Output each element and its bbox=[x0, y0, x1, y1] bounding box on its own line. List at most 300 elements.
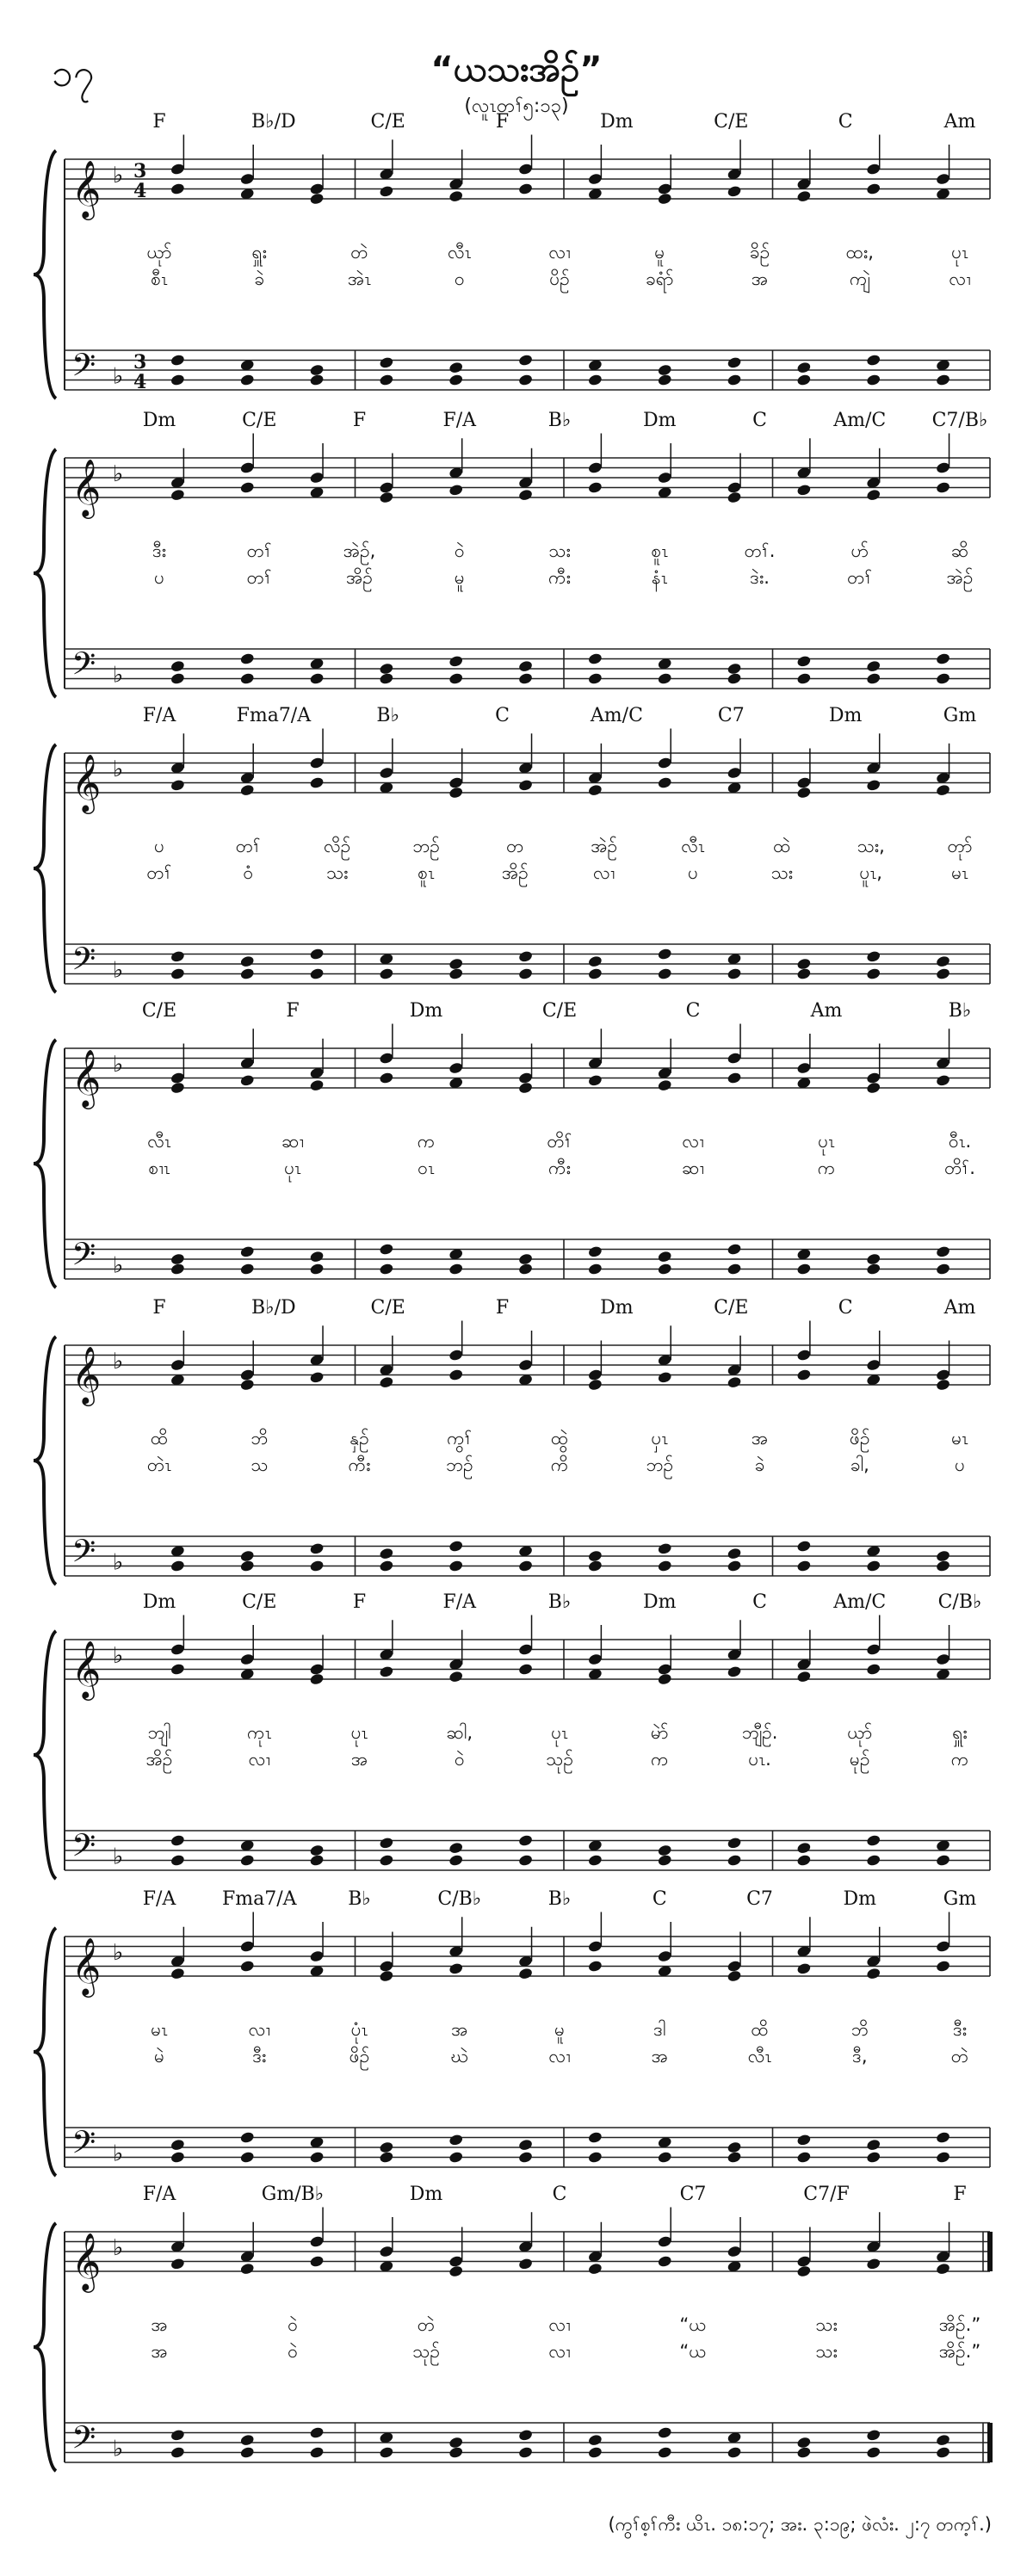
note-head bbox=[657, 2446, 672, 2459]
key-flat-icon: ♭ bbox=[113, 2436, 124, 2462]
note-head bbox=[796, 1540, 812, 1553]
lyric-verse-2: က bbox=[650, 1749, 669, 1770]
lyric-verse-2: အိဉ်.” bbox=[938, 2341, 981, 2362]
note-head bbox=[448, 2446, 464, 2459]
lyric-verse-2: ဆၢ bbox=[682, 1158, 704, 1178]
note-head bbox=[866, 1560, 881, 1572]
note-head bbox=[796, 1263, 812, 1276]
lyric-verse-1: ယုာ် bbox=[847, 1722, 873, 1743]
lyric-verse-2: တၢ် bbox=[246, 567, 272, 588]
chord-symbol: Dm bbox=[142, 410, 176, 431]
note-head bbox=[170, 354, 185, 367]
note-head bbox=[309, 2426, 325, 2439]
key-flat-icon: ♭ bbox=[113, 2235, 124, 2261]
note-head bbox=[170, 2151, 185, 2164]
note-head bbox=[866, 1252, 881, 1265]
note-head bbox=[587, 2433, 603, 2446]
note-head bbox=[518, 2138, 534, 2151]
system-brace bbox=[34, 1040, 56, 1288]
chord-symbol: C bbox=[752, 410, 767, 431]
lyric-verse-1: ဆါ, bbox=[446, 1722, 473, 1743]
chord-symbol: Dm bbox=[409, 2184, 443, 2205]
note-head bbox=[309, 192, 325, 205]
note-head bbox=[936, 2446, 951, 2459]
lyric-verse-1: အ bbox=[451, 2019, 468, 2040]
note-head bbox=[936, 1854, 951, 1867]
lyric-verse-1: ပုၤ bbox=[551, 1722, 568, 1743]
note-head bbox=[309, 2151, 325, 2164]
note-head bbox=[170, 1263, 185, 1276]
note-head bbox=[657, 1854, 672, 1867]
note-head bbox=[448, 2151, 464, 2164]
note-head bbox=[727, 2446, 742, 2459]
note-head bbox=[936, 2433, 951, 2446]
note-head bbox=[170, 2258, 185, 2270]
note-head bbox=[657, 1371, 672, 1384]
lyric-verse-1: တ bbox=[506, 836, 524, 856]
note-head bbox=[379, 2446, 394, 2459]
chord-symbol: Gm/B♭ bbox=[261, 2184, 325, 2205]
chord-symbol: Am bbox=[810, 1000, 843, 1022]
chord-symbol: Am bbox=[943, 1297, 976, 1319]
note-head bbox=[309, 948, 325, 961]
note-head bbox=[657, 192, 672, 205]
note-head bbox=[239, 672, 255, 685]
note-head bbox=[239, 1245, 255, 1258]
lyric-verse-1: လၢ bbox=[248, 2019, 270, 2040]
chord-symbol: B♭ bbox=[376, 705, 399, 726]
note-head bbox=[239, 2262, 255, 2275]
note-head bbox=[518, 2446, 534, 2459]
time-sig-icon: 3 bbox=[133, 160, 147, 182]
chord-symbol: Dm bbox=[409, 1000, 443, 1022]
note-head bbox=[239, 652, 255, 665]
lyric-verse-2: ဒီး bbox=[252, 2046, 267, 2066]
note-head bbox=[866, 659, 881, 672]
lyric-verse-2: သး bbox=[770, 862, 794, 883]
note-head bbox=[309, 672, 325, 685]
note-head bbox=[518, 1834, 534, 1847]
note-head bbox=[518, 1081, 534, 1094]
note-head bbox=[866, 1967, 881, 1980]
note-head bbox=[448, 1560, 464, 1572]
note-head bbox=[727, 185, 742, 198]
lyric-verse-1: မူ bbox=[554, 2019, 565, 2040]
lyric-verse-1: တၢ် bbox=[235, 836, 261, 856]
note-head bbox=[518, 672, 534, 685]
lyric-verse-2: ခရံာ် bbox=[645, 269, 674, 289]
note-head bbox=[518, 2258, 534, 2270]
note-head bbox=[170, 2138, 185, 2151]
bass-clef-icon: 𝄢 bbox=[71, 347, 96, 392]
note-head bbox=[796, 967, 812, 980]
note-head bbox=[170, 2446, 185, 2459]
lyric-verse-1: ဘျါ bbox=[147, 1722, 171, 1743]
lyric-verse-1: ပုၤ bbox=[818, 1131, 835, 1152]
note-head bbox=[866, 1263, 881, 1276]
note-head bbox=[657, 1263, 672, 1276]
note-head bbox=[170, 1252, 185, 1265]
lyric-verse-2: ပူၤ, bbox=[859, 862, 882, 883]
lyric-verse-1: တၢ် bbox=[246, 541, 272, 561]
key-flat-icon: ♭ bbox=[113, 662, 124, 689]
note-head bbox=[796, 786, 812, 799]
lyric-verse-2: သ bbox=[251, 1455, 269, 1475]
note-head bbox=[727, 1375, 742, 1388]
note-head bbox=[309, 1371, 325, 1384]
time-sig-icon: 4 bbox=[133, 371, 147, 393]
chord-symbol: C/E bbox=[541, 1000, 578, 1022]
note-head bbox=[727, 2140, 742, 2153]
note-head bbox=[309, 363, 325, 376]
note-head bbox=[518, 2429, 534, 2442]
lyric-verse-2: ဝံ bbox=[243, 862, 254, 883]
note-head bbox=[727, 356, 742, 369]
note-head bbox=[866, 2151, 881, 2164]
note-head bbox=[448, 786, 464, 799]
chord-symbol: C/E bbox=[714, 111, 749, 133]
bass-clef-icon: 𝄢 bbox=[71, 1827, 96, 1872]
chord-symbol: C bbox=[838, 111, 853, 133]
chord-symbol: C bbox=[652, 1888, 667, 1910]
lyric-verse-1: တၢ်. bbox=[744, 541, 776, 561]
chord-symbol: F bbox=[352, 410, 367, 431]
lyric-verse-1: တုာ် bbox=[947, 836, 973, 856]
note-head bbox=[239, 2151, 255, 2164]
lyric-verse-2: အိဉ် bbox=[501, 862, 529, 883]
note-head bbox=[727, 1969, 742, 1982]
note-head bbox=[936, 652, 951, 665]
chord-symbol: F bbox=[286, 1000, 300, 1022]
lyric-verse-2: အ bbox=[350, 1749, 368, 1770]
key-flat-icon: ♭ bbox=[113, 1252, 124, 1279]
lyric-verse-1: ရှူး bbox=[952, 1722, 968, 1743]
note-head bbox=[936, 1245, 951, 1258]
note-head bbox=[379, 672, 394, 685]
note-head bbox=[379, 1547, 394, 1560]
treble-clef-icon: 𝄞 bbox=[71, 458, 102, 516]
note-head bbox=[727, 967, 742, 980]
note-head bbox=[309, 2446, 325, 2459]
lyric-verse-1: မဲာ် bbox=[650, 1722, 669, 1743]
note-head bbox=[727, 491, 742, 503]
lyric-verse-1: ဘျီဉ်. bbox=[741, 1722, 778, 1743]
note-head bbox=[379, 1560, 394, 1572]
note-head bbox=[170, 2429, 185, 2442]
key-flat-icon: ♭ bbox=[113, 757, 124, 782]
note-head bbox=[518, 1854, 534, 1867]
chord-symbol: F bbox=[495, 111, 510, 133]
treble-clef-icon: 𝄞 bbox=[71, 2232, 102, 2290]
key-flat-icon: ♭ bbox=[113, 1844, 124, 1870]
note-head bbox=[239, 2433, 255, 2446]
note-head bbox=[587, 2262, 603, 2275]
bass-clef-icon: 𝄢 bbox=[71, 1236, 96, 1281]
note-head bbox=[170, 672, 185, 685]
key-flat-icon: ♭ bbox=[113, 1643, 124, 1669]
note-head bbox=[518, 1663, 534, 1676]
lyric-verse-2: ပ bbox=[688, 862, 698, 883]
chord-symbol: B♭/D bbox=[251, 1297, 296, 1319]
note-head bbox=[936, 1549, 951, 1562]
lyric-verse-2: ဒဲး. bbox=[750, 567, 770, 588]
lyric-verse-1: ထွဲ bbox=[550, 1428, 569, 1449]
system-brace bbox=[34, 1337, 56, 1585]
note-head bbox=[866, 2429, 881, 2442]
time-sig-icon: 3 bbox=[133, 351, 147, 374]
chord-symbol: C7 bbox=[679, 2184, 707, 2205]
lyric-verse-2: လီၤ bbox=[747, 2046, 772, 2066]
key-flat-icon: ♭ bbox=[113, 163, 124, 188]
note-head bbox=[170, 950, 185, 963]
note-head bbox=[796, 1962, 812, 1975]
chord-symbol: B♭ bbox=[547, 410, 572, 431]
lyric-verse-2: ဝ bbox=[454, 269, 465, 289]
lyric-verse-1: အိဉ်.” bbox=[938, 2314, 981, 2335]
note-head bbox=[796, 2436, 812, 2449]
note-head bbox=[936, 1560, 951, 1572]
note-head bbox=[379, 185, 394, 198]
note-head bbox=[309, 776, 325, 789]
note-head bbox=[518, 1967, 534, 1980]
bass-clef-icon: 𝄢 bbox=[71, 941, 96, 985]
lyric-verse-2: တၢ် bbox=[847, 567, 873, 588]
note-head bbox=[309, 1844, 325, 1856]
lyric-verse-1: ထး, bbox=[845, 242, 874, 263]
lyric-verse-1: ထိ bbox=[150, 1428, 169, 1449]
system-brace bbox=[34, 744, 56, 992]
note-head bbox=[448, 484, 464, 497]
lyric-verse-1: တိၢ် bbox=[547, 1131, 572, 1152]
chord-symbol: Am bbox=[943, 111, 976, 133]
lyric-verse-2: မဲ bbox=[154, 2046, 164, 2066]
chord-symbol: C/E bbox=[714, 1297, 749, 1319]
note-head bbox=[727, 1072, 742, 1084]
lyric-verse-1: ပုၤ bbox=[350, 1722, 368, 1743]
note-head bbox=[448, 189, 464, 202]
chord-symbol: Dm bbox=[600, 1297, 634, 1319]
note-head bbox=[657, 363, 672, 376]
note-head bbox=[518, 1252, 534, 1265]
chord-symbol: C7 bbox=[717, 705, 745, 726]
song-subtitle: (လူၤတၢ်၅:၁၃) bbox=[464, 96, 569, 117]
note-head bbox=[936, 783, 951, 796]
key-flat-icon: ♭ bbox=[113, 2140, 124, 2167]
note-head bbox=[170, 1854, 185, 1867]
lyric-verse-2: ဒီ, bbox=[851, 2046, 868, 2066]
chord-symbol: C7/F bbox=[803, 2184, 850, 2205]
note-head bbox=[866, 779, 881, 792]
note-head bbox=[379, 1072, 394, 1084]
note-head bbox=[657, 948, 672, 961]
note-head bbox=[796, 1560, 812, 1572]
note-head bbox=[936, 2262, 951, 2275]
note-head bbox=[587, 374, 603, 386]
note-head bbox=[727, 662, 742, 675]
lyric-verse-1: လၢ bbox=[548, 2314, 571, 2335]
chord-symbol: Am/C bbox=[833, 410, 887, 431]
lyric-verse-1: ဝီၤ. bbox=[948, 1131, 972, 1152]
lyric-verse-1: အ bbox=[151, 2314, 168, 2335]
note-head bbox=[936, 672, 951, 685]
chord-symbol: Fma7/A bbox=[221, 1888, 297, 1910]
chord-symbol: Dm bbox=[828, 705, 863, 726]
lyric-verse-2: အဲၤ bbox=[347, 269, 372, 289]
key-flat-icon: ♭ bbox=[113, 1349, 124, 1374]
note-head bbox=[866, 354, 881, 367]
key-flat-icon: ♭ bbox=[113, 363, 124, 390]
note-head bbox=[587, 1854, 603, 1867]
note-head bbox=[309, 374, 325, 386]
chord-symbol: C7/B♭ bbox=[931, 410, 988, 431]
note-head bbox=[170, 1081, 185, 1094]
lyric-verse-2: တၢ် bbox=[146, 862, 172, 883]
lyric-verse-1: ခိဉ် bbox=[749, 242, 770, 263]
chord-symbol: C/B♭ bbox=[937, 1591, 982, 1613]
note-head bbox=[379, 491, 394, 503]
lyric-verse-1: မၤ bbox=[151, 2019, 168, 2040]
note-head bbox=[796, 1854, 812, 1867]
bass-clef-icon: 𝄢 bbox=[71, 2124, 96, 2169]
lyric-verse-2: ကျဲ bbox=[849, 269, 870, 289]
note-head bbox=[657, 2255, 672, 2268]
lyric-verse-1: သး bbox=[548, 541, 571, 561]
lyric-verse-1: က bbox=[417, 1131, 436, 1152]
lyric-verse-1: ဘိ bbox=[251, 1428, 269, 1449]
lyric-verse-2: ဝၤ bbox=[418, 1158, 435, 1178]
note-head bbox=[448, 967, 464, 980]
lyric-verse-2: ကီး bbox=[348, 1455, 371, 1475]
chord-symbol: F bbox=[352, 1591, 367, 1613]
footer-reference: (ကွၢ်စ့ၢ်ကီး ယိၤ. ၁၈:၁၇; အး. ၃:၁၉; ဖဲလံး. ၂:၇ တက့ၢ်.) bbox=[608, 2514, 992, 2535]
chord-symbol: Gm bbox=[943, 705, 977, 726]
chord-symbol: F bbox=[953, 2184, 967, 2205]
note-head bbox=[936, 1074, 951, 1087]
note-head bbox=[727, 1263, 742, 1276]
chord-symbol: F/A bbox=[142, 2184, 176, 2205]
note-head bbox=[239, 481, 255, 494]
note-head bbox=[239, 1960, 255, 1973]
note-head bbox=[796, 672, 812, 685]
lyric-verse-2: စၢၤ bbox=[148, 1158, 170, 1178]
note-head bbox=[796, 361, 812, 374]
note-head bbox=[866, 1834, 881, 1847]
system-brace bbox=[34, 1631, 56, 1879]
note-head bbox=[587, 783, 603, 796]
note-head bbox=[518, 950, 534, 963]
lyric-verse-2: မုဉ် bbox=[849, 1749, 870, 1770]
note-head bbox=[727, 672, 742, 685]
chord-symbol: F bbox=[152, 111, 166, 133]
page-number: ၁၇ bbox=[52, 52, 95, 96]
lyric-verse-1: တဲ bbox=[350, 242, 368, 263]
lyric-verse-2: အဲဉ် bbox=[946, 567, 974, 588]
lyric-verse-1: အဲဉ် bbox=[591, 836, 618, 856]
note-head bbox=[727, 374, 742, 386]
lyric-verse-1: “ယ bbox=[679, 2314, 707, 2335]
lyric-verse-2: မၤ bbox=[951, 862, 968, 883]
note-head bbox=[448, 1368, 464, 1381]
note-head bbox=[936, 1263, 951, 1276]
lyric-verse-2: စီၤ bbox=[151, 269, 168, 289]
lyric-verse-2: ပၤ. bbox=[748, 1749, 771, 1770]
lyric-verse-1: ပ bbox=[154, 836, 164, 856]
lyric-verse-1: နှဉ် bbox=[349, 1428, 369, 1449]
chord-symbol: C/B♭ bbox=[437, 1888, 482, 1910]
chord-symbol: F/A bbox=[442, 1591, 477, 1613]
lyric-verse-2: အ bbox=[651, 2046, 668, 2066]
note-head bbox=[866, 967, 881, 980]
lyric-verse-1: အဲဉ်, bbox=[343, 541, 376, 561]
note-head bbox=[587, 1960, 603, 1973]
note-head bbox=[448, 374, 464, 386]
note-head bbox=[657, 1672, 672, 1685]
note-head bbox=[866, 1081, 881, 1094]
lyric-verse-2: တဲ bbox=[950, 2046, 969, 2066]
chord-symbol: F bbox=[152, 1297, 166, 1319]
note-head bbox=[379, 662, 394, 675]
lyric-verse-2: “ယ bbox=[679, 2341, 707, 2362]
note-head bbox=[587, 1263, 603, 1276]
note-head bbox=[379, 1969, 394, 1982]
note-head bbox=[170, 659, 185, 672]
lyric-verse-1: တဲ bbox=[417, 2314, 436, 2335]
chord-symbol: Dm bbox=[843, 1888, 876, 1910]
note-head bbox=[170, 779, 185, 792]
note-head bbox=[239, 783, 255, 796]
lyric-verse-1: လၢ bbox=[548, 242, 571, 263]
chord-symbol: F bbox=[495, 1297, 510, 1319]
note-head bbox=[239, 374, 255, 386]
lyric-verse-2: တိၢ်. bbox=[944, 1158, 975, 1178]
note-head bbox=[448, 672, 464, 685]
note-head bbox=[170, 1967, 185, 1980]
note-head bbox=[448, 1841, 464, 1854]
note-head bbox=[309, 2255, 325, 2268]
note-head bbox=[309, 1250, 325, 1263]
lyric-verse-1: ကုၤ bbox=[247, 1722, 272, 1743]
lyric-verse-1: ဖိဉ် bbox=[849, 1428, 870, 1449]
note-head bbox=[448, 361, 464, 374]
note-head bbox=[657, 672, 672, 685]
note-head bbox=[657, 2426, 672, 2439]
note-head bbox=[309, 1542, 325, 1555]
lyric-verse-1: ဆိ bbox=[950, 541, 969, 561]
note-head bbox=[448, 2436, 464, 2449]
note-head bbox=[727, 2151, 742, 2164]
note-head bbox=[796, 2264, 812, 2277]
note-head bbox=[796, 957, 812, 970]
lyric-verse-2: လၢ bbox=[593, 862, 615, 883]
lyric-verse-2: သး bbox=[325, 862, 349, 883]
lyric-verse-2: ဝဲ bbox=[288, 2341, 298, 2362]
note-head bbox=[796, 374, 812, 386]
chord-symbol: F/A bbox=[142, 1888, 176, 1910]
lyric-verse-1: ဝဲ bbox=[288, 2314, 298, 2335]
lyric-verse-2: ဃဲ bbox=[450, 2046, 468, 2066]
note-head bbox=[657, 1542, 672, 1555]
chord-symbol: C7 bbox=[746, 1888, 773, 1910]
note-head bbox=[518, 659, 534, 672]
note-head bbox=[239, 1263, 255, 1276]
note-head bbox=[170, 182, 185, 195]
note-head bbox=[170, 967, 185, 980]
note-head bbox=[379, 967, 394, 980]
chord-symbol: C bbox=[495, 705, 510, 726]
note-head bbox=[657, 1560, 672, 1572]
lyric-verse-2: လၢ bbox=[548, 2341, 571, 2362]
lyric-verse-2: လၢ bbox=[548, 2046, 571, 2066]
